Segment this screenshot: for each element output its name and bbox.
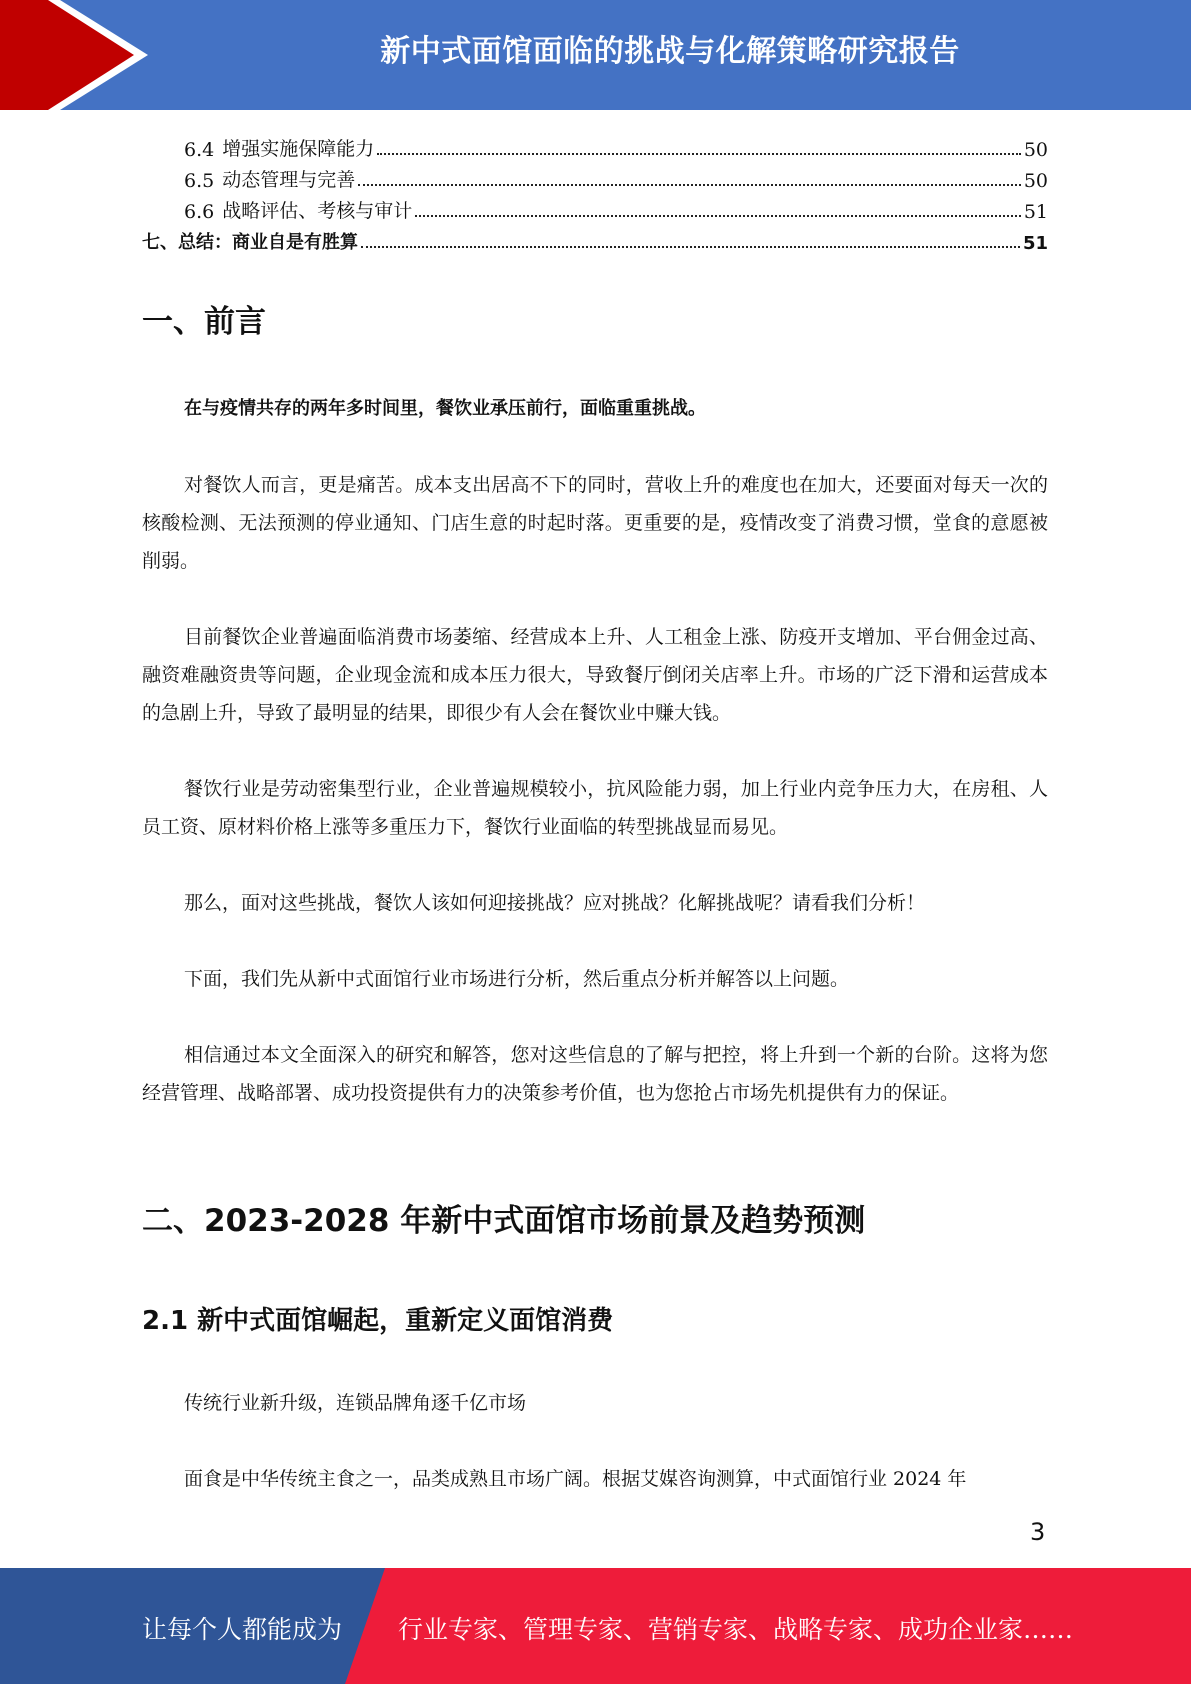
toc-entry[interactable] — [142, 130, 1048, 161]
toc-entry-label: 七、总结：商业自是有胜算 — [142, 232, 358, 253]
section-heading-market-outlook: 二、2023-2028 年新中式面馆市场前景及趋势预测 — [142, 1203, 866, 1239]
paragraph: 目前餐饮企业普遍面临消费市场萎缩、经营成本上升、人工租金上涨、防疫开支增加、平台佣金过高、融资难融资贵等问题，企业现金流和成本压力很大，导致餐厅倒闭关店率上升。市场的广泛下滑和运营成本的急剧上升，导致了最明显的结果，即很少有人会在餐饮业中赚大钱。 — [142, 626, 1048, 724]
toc-entry[interactable] — [142, 161, 1048, 192]
header-arrow-decoration — [0, 0, 160, 110]
paragraph: 面食是中华传统主食之一，品类成熟且市场广阔。根据艾媒咨询测算，中式面馆行业 2024 年 — [184, 1468, 967, 1490]
paragraph: 餐饮行业是劳动密集型行业，企业普遍规模较小，抗风险能力弱，加上行业内竞争压力大，在房租、人员工资、原材料价格上涨等多重压力下，餐饮行业面临的转型挑战显而易见。 — [142, 778, 1048, 838]
paragraph-lead: 在与疫情共存的两年多时间里，餐饮业承压前行，面临重重挑战。 — [184, 398, 706, 419]
toc-entry-number: 6.4 — [184, 139, 215, 161]
report-title: 新中式面馆面临的挑战与化解策略研究报告 — [380, 34, 960, 69]
section-heading-preface: 一、前言 — [142, 304, 266, 340]
toc-entry-number: 6.5 — [184, 170, 215, 192]
toc-leader-dots — [361, 246, 1020, 248]
paragraph: 对餐饮人而言，更是痛苦。成本支出居高不下的同时，营收上升的难度也在加大，还要面对每天一次的核酸检测、无法预测的停业通知、门店生意的时起时落。更重要的是，疫情改变了消费习惯，堂食的意愿被削弱。 — [142, 474, 1048, 572]
paragraph: 传统行业新升级，连锁品牌角逐千亿市场 — [184, 1392, 527, 1414]
paragraph: 相信通过本文全面深入的研究和解答，您对这些信息的了解与把控，将上升到一个新的台阶。这将为您经营管理、战略部署、成功投资提供有力的决策参考价值，也为您抢占市场先机提供有力的保证。 — [142, 1044, 1048, 1104]
header-banner — [0, 0, 1191, 110]
toc-entry-label: 动态管理与完善 — [222, 169, 356, 191]
toc-entry-label: 增强实施保障能力 — [222, 138, 375, 160]
toc-entry-page: 51 — [1022, 233, 1048, 254]
footer-slogan-left: 让每个人都能成为 — [142, 1615, 343, 1644]
footer-slogan-right: 行业专家、管理专家、营销专家、战略专家、成功企业家…… — [398, 1615, 1074, 1644]
page-number: 3 — [1030, 1518, 1046, 1546]
toc-entry-label: 战略评估、考核与审计 — [222, 200, 413, 222]
paragraph: 那么，面对这些挑战，餐饮人该如何迎接挑战？应对挑战？化解挑战呢？请看我们分析！ — [184, 892, 926, 914]
toc-entry-chapter[interactable] — [142, 223, 1048, 254]
toc-entry-page: 51 — [1023, 201, 1048, 223]
toc-entry[interactable] — [142, 192, 1048, 223]
toc-entry-number: 6.6 — [184, 201, 215, 223]
toc-entry-page: 50 — [1023, 139, 1048, 161]
toc-leader-dots — [358, 184, 1021, 186]
toc-leader-dots — [377, 153, 1021, 155]
toc-leader-dots — [415, 215, 1021, 217]
toc-entry-page: 50 — [1023, 170, 1048, 192]
table-of-contents — [142, 130, 1048, 254]
paragraph: 下面，我们先从新中式面馆行业市场进行分析，然后重点分析并解答以上问题。 — [184, 968, 850, 990]
footer-banner — [0, 1568, 1191, 1684]
subsection-heading: 2.1 新中式面馆崛起，重新定义面馆消费 — [142, 1306, 614, 1336]
